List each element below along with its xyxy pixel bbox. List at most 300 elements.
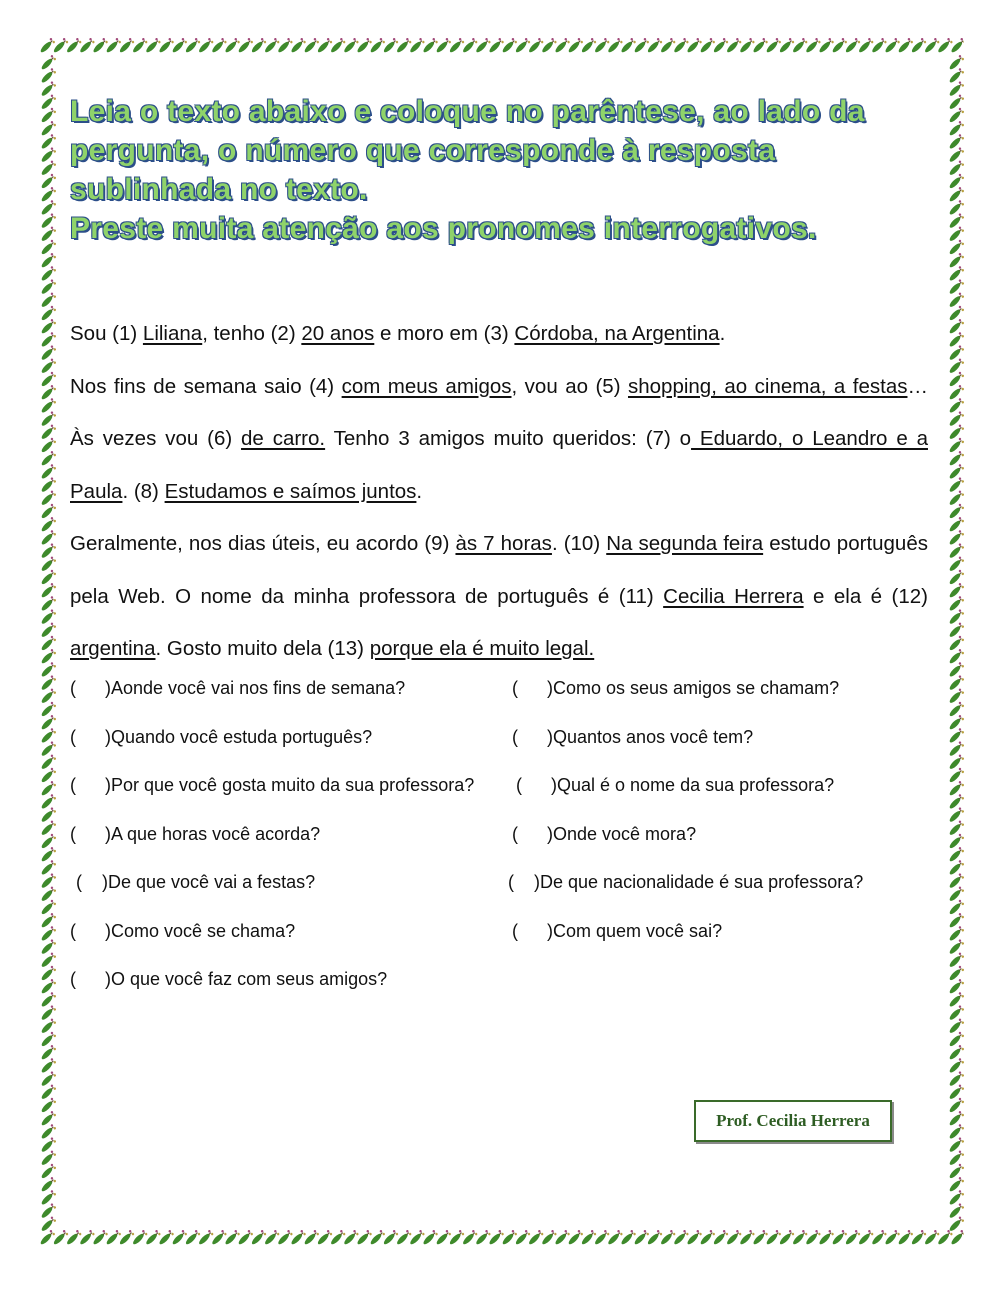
leaf-ornament bbox=[224, 1230, 241, 1246]
paren-open: ( bbox=[70, 678, 76, 698]
leaf-ornament bbox=[659, 38, 676, 54]
question-text: De que você vai a festas? bbox=[108, 872, 316, 892]
leaf-ornament bbox=[105, 1230, 122, 1246]
leaf-ornament bbox=[948, 213, 964, 230]
leaf-ornament bbox=[40, 701, 56, 718]
leaf-ornament bbox=[40, 358, 56, 375]
leaf-ornament bbox=[593, 38, 610, 54]
leaf-ornament bbox=[948, 939, 964, 956]
leaf-ornament bbox=[686, 1230, 703, 1246]
leaf-ornament bbox=[184, 1230, 201, 1246]
paren-open: ( bbox=[70, 823, 76, 844]
leaf-ornament bbox=[948, 398, 964, 415]
leaf-ornament bbox=[488, 38, 505, 54]
leaf-ornament bbox=[40, 596, 56, 613]
leaf-ornament bbox=[40, 1216, 56, 1233]
leaf-ornament bbox=[948, 68, 964, 85]
leaf-ornament bbox=[948, 437, 964, 454]
leaf-ornament bbox=[948, 107, 964, 124]
leaf-ornament bbox=[40, 1084, 56, 1101]
leaf-ornament bbox=[435, 38, 452, 54]
leaf-ornament bbox=[40, 319, 56, 336]
question-text: Onde você mora? bbox=[553, 823, 697, 844]
leaf-ornament bbox=[527, 1230, 544, 1246]
leaf-ornament bbox=[725, 38, 742, 54]
leaf-ornament bbox=[237, 1230, 254, 1246]
leaf-ornament bbox=[948, 292, 964, 309]
leaf-ornament bbox=[948, 160, 964, 177]
paren-close: ) bbox=[551, 775, 557, 795]
leaf-ornament bbox=[65, 1230, 82, 1246]
leaf-ornament bbox=[40, 860, 56, 877]
leaf-ornament bbox=[184, 38, 201, 54]
leaf-ornament bbox=[948, 1005, 964, 1022]
question-item[interactable] bbox=[512, 678, 839, 699]
question-item[interactable] bbox=[70, 775, 474, 796]
leaf-ornament bbox=[948, 253, 964, 270]
question-text: Com quem você sai? bbox=[553, 920, 723, 941]
leaf-ornament bbox=[580, 1230, 597, 1246]
leaf-ornament bbox=[40, 94, 56, 111]
leaf-ornament bbox=[948, 147, 964, 164]
leaf-ornament bbox=[501, 38, 518, 54]
leaf-ornament bbox=[948, 992, 964, 1009]
leaf-ornament bbox=[712, 1230, 729, 1246]
leaf-ornament bbox=[40, 767, 56, 784]
paren-open: ( bbox=[508, 872, 514, 892]
text-span: . bbox=[416, 479, 423, 503]
leaf-ornament bbox=[948, 239, 964, 256]
text-span: . Gosto muito dela (13) bbox=[155, 637, 370, 660]
leaf-ornament bbox=[356, 1230, 373, 1246]
leaf-ornament bbox=[40, 688, 56, 705]
leaf-ornament bbox=[791, 38, 808, 54]
paren-open: ( bbox=[512, 823, 518, 844]
paragraph-3 bbox=[70, 518, 928, 676]
leaf-ornament bbox=[40, 1071, 56, 1088]
leaf-ornament bbox=[948, 886, 964, 903]
text-span: Sou (1) bbox=[70, 322, 143, 345]
leaf-ornament bbox=[40, 147, 56, 164]
leaf-ornament bbox=[40, 833, 56, 850]
leaf-ornament bbox=[40, 556, 56, 573]
leaf-ornament bbox=[435, 1230, 452, 1246]
leaf-ornament bbox=[948, 1058, 964, 1075]
question-item[interactable] bbox=[512, 824, 696, 845]
leaf-ornament bbox=[910, 38, 927, 54]
leaf-ornament bbox=[92, 1230, 109, 1246]
answer-2: 20 anos bbox=[301, 322, 375, 345]
leaf-ornament bbox=[40, 530, 56, 547]
paren-close: ) bbox=[105, 969, 111, 989]
leaf-ornament bbox=[948, 556, 964, 573]
instructions-title bbox=[70, 92, 940, 248]
leaf-ornament bbox=[78, 38, 95, 54]
leaf-ornament bbox=[369, 38, 386, 54]
leaf-ornament bbox=[948, 635, 964, 652]
leaf-ornament bbox=[40, 160, 56, 177]
question-item[interactable] bbox=[70, 678, 405, 699]
leaf-ornament bbox=[948, 464, 964, 481]
leaf-ornament bbox=[948, 1177, 964, 1194]
leaf-ornament bbox=[40, 820, 56, 837]
question-row bbox=[70, 824, 930, 873]
leaf-ornament bbox=[580, 38, 597, 54]
leaf-ornament bbox=[948, 1097, 964, 1114]
paren-open: ( bbox=[512, 726, 518, 747]
leaf-ornament bbox=[948, 1216, 964, 1233]
paren-close: ) bbox=[547, 678, 553, 698]
leaf-ornament bbox=[408, 1230, 425, 1246]
question-item[interactable] bbox=[512, 921, 722, 942]
leaf-ornament bbox=[40, 1137, 56, 1154]
leaf-ornament bbox=[910, 1230, 927, 1246]
leaf-ornament bbox=[672, 1230, 689, 1246]
leaf-ornament bbox=[40, 1058, 56, 1075]
leaf-ornament bbox=[948, 662, 964, 679]
leaf-ornament bbox=[40, 253, 56, 270]
answer-6: de carro. bbox=[241, 427, 326, 450]
leaf-ornament bbox=[948, 609, 964, 626]
leaf-ornament bbox=[276, 1230, 293, 1246]
leaf-ornament bbox=[948, 1031, 964, 1048]
question-text: Como você se chama? bbox=[111, 920, 296, 941]
leaf-ornament bbox=[488, 1230, 505, 1246]
leaf-ornament bbox=[40, 107, 56, 124]
leaf-ornament bbox=[948, 1084, 964, 1101]
leaf-ornament bbox=[948, 530, 964, 547]
leaf-ornament bbox=[870, 38, 887, 54]
decorative-border-top bbox=[38, 38, 964, 56]
decorative-border-right bbox=[946, 38, 964, 1248]
leaf-ornament bbox=[40, 226, 56, 243]
paren-close: ) bbox=[105, 823, 111, 844]
leaf-ornament bbox=[40, 939, 56, 956]
leaf-ornament bbox=[422, 1230, 439, 1246]
question-text: Quando você estuda português? bbox=[111, 726, 373, 747]
leaf-ornament bbox=[290, 38, 307, 54]
leaf-ornament bbox=[40, 490, 56, 507]
question-row bbox=[70, 969, 930, 1018]
leaf-ornament bbox=[40, 451, 56, 468]
text-span: Tenho 3 amigos muito queridos: (7) o bbox=[325, 427, 692, 450]
leaf-ornament bbox=[40, 1005, 56, 1022]
leaf-ornament bbox=[948, 781, 964, 798]
title-line: Preste muita atenção aos pronomes interrogativos. bbox=[70, 212, 817, 245]
leaf-ornament bbox=[948, 807, 964, 824]
leaf-ornament bbox=[897, 1230, 914, 1246]
leaf-ornament bbox=[40, 1177, 56, 1194]
leaf-ornament bbox=[725, 1230, 742, 1246]
paren-open: ( bbox=[70, 920, 76, 941]
question-item[interactable] bbox=[70, 969, 387, 990]
leaf-ornament bbox=[40, 569, 56, 586]
decorative-border-bottom bbox=[38, 1230, 964, 1248]
leaf-ornament bbox=[276, 38, 293, 54]
paren-close: ) bbox=[102, 872, 108, 892]
question-row bbox=[70, 872, 930, 921]
leaf-ornament bbox=[40, 926, 56, 943]
paragraph-2 bbox=[70, 361, 928, 519]
leaf-ornament bbox=[40, 332, 56, 349]
leaf-ornament bbox=[699, 1230, 716, 1246]
leaf-ornament bbox=[144, 38, 161, 54]
leaf-ornament bbox=[923, 38, 940, 54]
question-item[interactable] bbox=[516, 775, 834, 796]
leaf-ornament bbox=[844, 1230, 861, 1246]
leaf-ornament bbox=[567, 1230, 584, 1246]
leaf-ornament bbox=[158, 38, 175, 54]
leaf-ornament bbox=[948, 266, 964, 283]
text-span: e moro em (3) bbox=[374, 322, 515, 345]
question-item[interactable] bbox=[70, 727, 372, 748]
leaf-ornament bbox=[948, 134, 964, 151]
leaf-ornament bbox=[672, 38, 689, 54]
paren-close: ) bbox=[105, 678, 111, 698]
leaf-ornament bbox=[448, 38, 465, 54]
paren-open: ( bbox=[70, 726, 76, 747]
leaf-ornament bbox=[118, 1230, 135, 1246]
question-text: Qual é o nome da sua professora? bbox=[557, 775, 835, 795]
question-item[interactable] bbox=[70, 824, 320, 845]
leaf-ornament bbox=[948, 200, 964, 217]
leaf-ornament bbox=[514, 38, 531, 54]
question-text: O que você faz com seus amigos? bbox=[111, 969, 388, 989]
leaf-ornament bbox=[395, 1230, 412, 1246]
leaf-ornament bbox=[948, 121, 964, 138]
leaf-ornament bbox=[40, 1097, 56, 1114]
leaf-ornament bbox=[633, 1230, 650, 1246]
leaf-ornament bbox=[948, 332, 964, 349]
paren-open: ( bbox=[70, 775, 76, 795]
leaf-ornament bbox=[540, 1230, 557, 1246]
leaf-ornament bbox=[778, 1230, 795, 1246]
paren-close: ) bbox=[534, 872, 540, 892]
answer-12: argentina bbox=[70, 637, 156, 660]
text-span: … Às vezes vou (6) bbox=[70, 374, 928, 450]
leaf-ornament bbox=[40, 1124, 56, 1141]
leaf-ornament bbox=[948, 55, 964, 72]
leaf-ornament bbox=[40, 609, 56, 626]
leaf-ornament bbox=[290, 1230, 307, 1246]
paren-close: ) bbox=[105, 775, 111, 795]
question-item[interactable] bbox=[508, 872, 863, 893]
question-text: Por que você gosta muito da sua professora? bbox=[111, 775, 475, 795]
leaf-ornament bbox=[224, 38, 241, 54]
question-item[interactable] bbox=[76, 872, 315, 893]
leaf-ornament bbox=[40, 213, 56, 230]
leaf-ornament bbox=[40, 1150, 56, 1167]
leaf-ornament bbox=[474, 38, 491, 54]
text-span: , vou ao (5) bbox=[511, 374, 628, 398]
leaf-ornament bbox=[474, 1230, 491, 1246]
leaf-ornament bbox=[948, 319, 964, 336]
leaf-ornament bbox=[897, 38, 914, 54]
leaf-ornament bbox=[461, 38, 478, 54]
leaf-ornament bbox=[948, 926, 964, 943]
leaf-ornament bbox=[712, 38, 729, 54]
title-line: Leia o texto abaixo e coloque no parêntese, ao lado da bbox=[70, 95, 865, 128]
leaf-ornament bbox=[948, 517, 964, 534]
leaf-ornament bbox=[606, 1230, 623, 1246]
leaf-ornament bbox=[948, 675, 964, 692]
leaf-ornament bbox=[40, 385, 56, 402]
leaf-ornament bbox=[303, 38, 320, 54]
leaf-ornament bbox=[40, 952, 56, 969]
leaf-ornament bbox=[606, 38, 623, 54]
leaf-ornament bbox=[818, 1230, 835, 1246]
leaf-ornament bbox=[948, 424, 964, 441]
leaf-ornament bbox=[40, 464, 56, 481]
leaf-ornament bbox=[738, 1230, 755, 1246]
leaf-ornament bbox=[40, 543, 56, 560]
leaf-ornament bbox=[948, 569, 964, 586]
leaf-ornament bbox=[948, 741, 964, 758]
leaf-ornament bbox=[948, 952, 964, 969]
leaf-ornament bbox=[818, 38, 835, 54]
leaf-ornament bbox=[948, 820, 964, 837]
leaf-ornament bbox=[620, 38, 637, 54]
answer-11: Cecilia Herrera bbox=[663, 584, 804, 608]
leaf-ornament bbox=[804, 38, 821, 54]
leaf-ornament bbox=[78, 1230, 95, 1246]
leaf-ornament bbox=[554, 1230, 571, 1246]
leaf-ornament bbox=[263, 38, 280, 54]
leaf-ornament bbox=[40, 477, 56, 494]
reading-text bbox=[70, 308, 928, 676]
leaf-ornament bbox=[948, 1045, 964, 1062]
leaf-ornament bbox=[40, 68, 56, 85]
leaf-ornament bbox=[948, 715, 964, 732]
leaf-ornament bbox=[40, 371, 56, 388]
answer-1: Liliana bbox=[142, 322, 203, 345]
leaf-ornament bbox=[40, 292, 56, 309]
question-row bbox=[70, 678, 930, 727]
leaf-ornament bbox=[131, 38, 148, 54]
leaf-ornament bbox=[948, 490, 964, 507]
leaf-ornament bbox=[382, 1230, 399, 1246]
leaf-ornament bbox=[171, 1230, 188, 1246]
leaf-ornament bbox=[738, 38, 755, 54]
leaf-ornament bbox=[40, 424, 56, 441]
leaf-ornament bbox=[948, 187, 964, 204]
leaf-ornament bbox=[540, 38, 557, 54]
leaf-ornament bbox=[171, 38, 188, 54]
paren-open: ( bbox=[76, 872, 82, 892]
leaf-ornament bbox=[40, 55, 56, 72]
question-item[interactable] bbox=[70, 921, 295, 942]
leaf-ornament bbox=[765, 1230, 782, 1246]
leaf-ornament bbox=[40, 81, 56, 98]
leaf-ornament bbox=[395, 38, 412, 54]
leaf-ornament bbox=[752, 38, 769, 54]
leaf-ornament bbox=[948, 899, 964, 916]
leaf-ornament bbox=[593, 1230, 610, 1246]
paren-close: ) bbox=[547, 920, 553, 941]
leaf-ornament bbox=[144, 1230, 161, 1246]
leaf-ornament bbox=[40, 411, 56, 428]
leaf-ornament bbox=[40, 1045, 56, 1062]
leaf-ornament bbox=[40, 807, 56, 824]
leaf-ornament bbox=[40, 741, 56, 758]
leaf-ornament bbox=[948, 649, 964, 666]
leaf-ornament bbox=[40, 1190, 56, 1207]
paren-close: ) bbox=[105, 920, 111, 941]
leaf-ornament bbox=[948, 358, 964, 375]
author-signature-box: Prof. Cecilia Herrera bbox=[694, 1100, 892, 1142]
leaf-ornament bbox=[40, 728, 56, 745]
paren-close: ) bbox=[547, 823, 553, 844]
leaf-ornament bbox=[948, 226, 964, 243]
leaf-ornament bbox=[620, 1230, 637, 1246]
leaf-ornament bbox=[40, 187, 56, 204]
paren-close: ) bbox=[105, 726, 111, 747]
leaf-ornament bbox=[118, 38, 135, 54]
title-line: sublinhada no texto. bbox=[70, 173, 368, 206]
leaf-ornament bbox=[40, 635, 56, 652]
leaf-ornament bbox=[948, 873, 964, 890]
leaf-ornament bbox=[948, 1111, 964, 1128]
leaf-ornament bbox=[948, 94, 964, 111]
leaf-ornament bbox=[527, 38, 544, 54]
leaf-ornament bbox=[250, 1230, 267, 1246]
text-span: e ela é (12) bbox=[803, 584, 928, 608]
leaf-ornament bbox=[948, 305, 964, 322]
leaf-ornament bbox=[422, 38, 439, 54]
paren-open: ( bbox=[70, 969, 76, 989]
leaf-ornament bbox=[263, 1230, 280, 1246]
leaf-ornament bbox=[408, 38, 425, 54]
leaf-ornament bbox=[448, 1230, 465, 1246]
text-span: Geralmente, nos dias úteis, eu acordo (9) bbox=[70, 532, 456, 555]
text-span: estudo português pela Web. O nome da minha professora de português é (11) bbox=[70, 532, 928, 608]
leaf-ornament bbox=[646, 1230, 663, 1246]
leaf-ornament bbox=[831, 1230, 848, 1246]
leaf-ornament bbox=[158, 1230, 175, 1246]
leaf-ornament bbox=[804, 1230, 821, 1246]
question-list bbox=[70, 678, 930, 1018]
leaf-ornament bbox=[778, 38, 795, 54]
leaf-ornament bbox=[870, 1230, 887, 1246]
text-span: , tenho (2) bbox=[202, 322, 302, 345]
leaf-ornament bbox=[501, 1230, 518, 1246]
leaf-ornament bbox=[948, 728, 964, 745]
leaf-ornament bbox=[948, 1137, 964, 1154]
leaf-ornament bbox=[40, 886, 56, 903]
leaf-ornament bbox=[948, 767, 964, 784]
leaf-ornament bbox=[40, 1031, 56, 1048]
leaf-ornament bbox=[356, 38, 373, 54]
leaf-ornament bbox=[857, 38, 874, 54]
paren-open: ( bbox=[512, 678, 518, 698]
leaf-ornament bbox=[948, 1150, 964, 1167]
leaf-ornament bbox=[948, 1163, 964, 1180]
question-item[interactable] bbox=[512, 727, 753, 748]
leaf-ornament bbox=[948, 1124, 964, 1141]
answer-7: Eduardo, o Leandro e a Paula bbox=[70, 427, 928, 503]
answer-9: às 7 horas bbox=[455, 532, 552, 555]
leaf-ornament bbox=[316, 38, 333, 54]
leaf-ornament bbox=[40, 1203, 56, 1220]
leaf-ornament bbox=[948, 411, 964, 428]
leaf-ornament bbox=[40, 279, 56, 296]
leaf-ornament bbox=[40, 437, 56, 454]
leaf-ornament bbox=[948, 701, 964, 718]
leaf-ornament bbox=[948, 1018, 964, 1035]
leaf-ornament bbox=[40, 398, 56, 415]
leaf-ornament bbox=[514, 1230, 531, 1246]
leaf-ornament bbox=[40, 239, 56, 256]
